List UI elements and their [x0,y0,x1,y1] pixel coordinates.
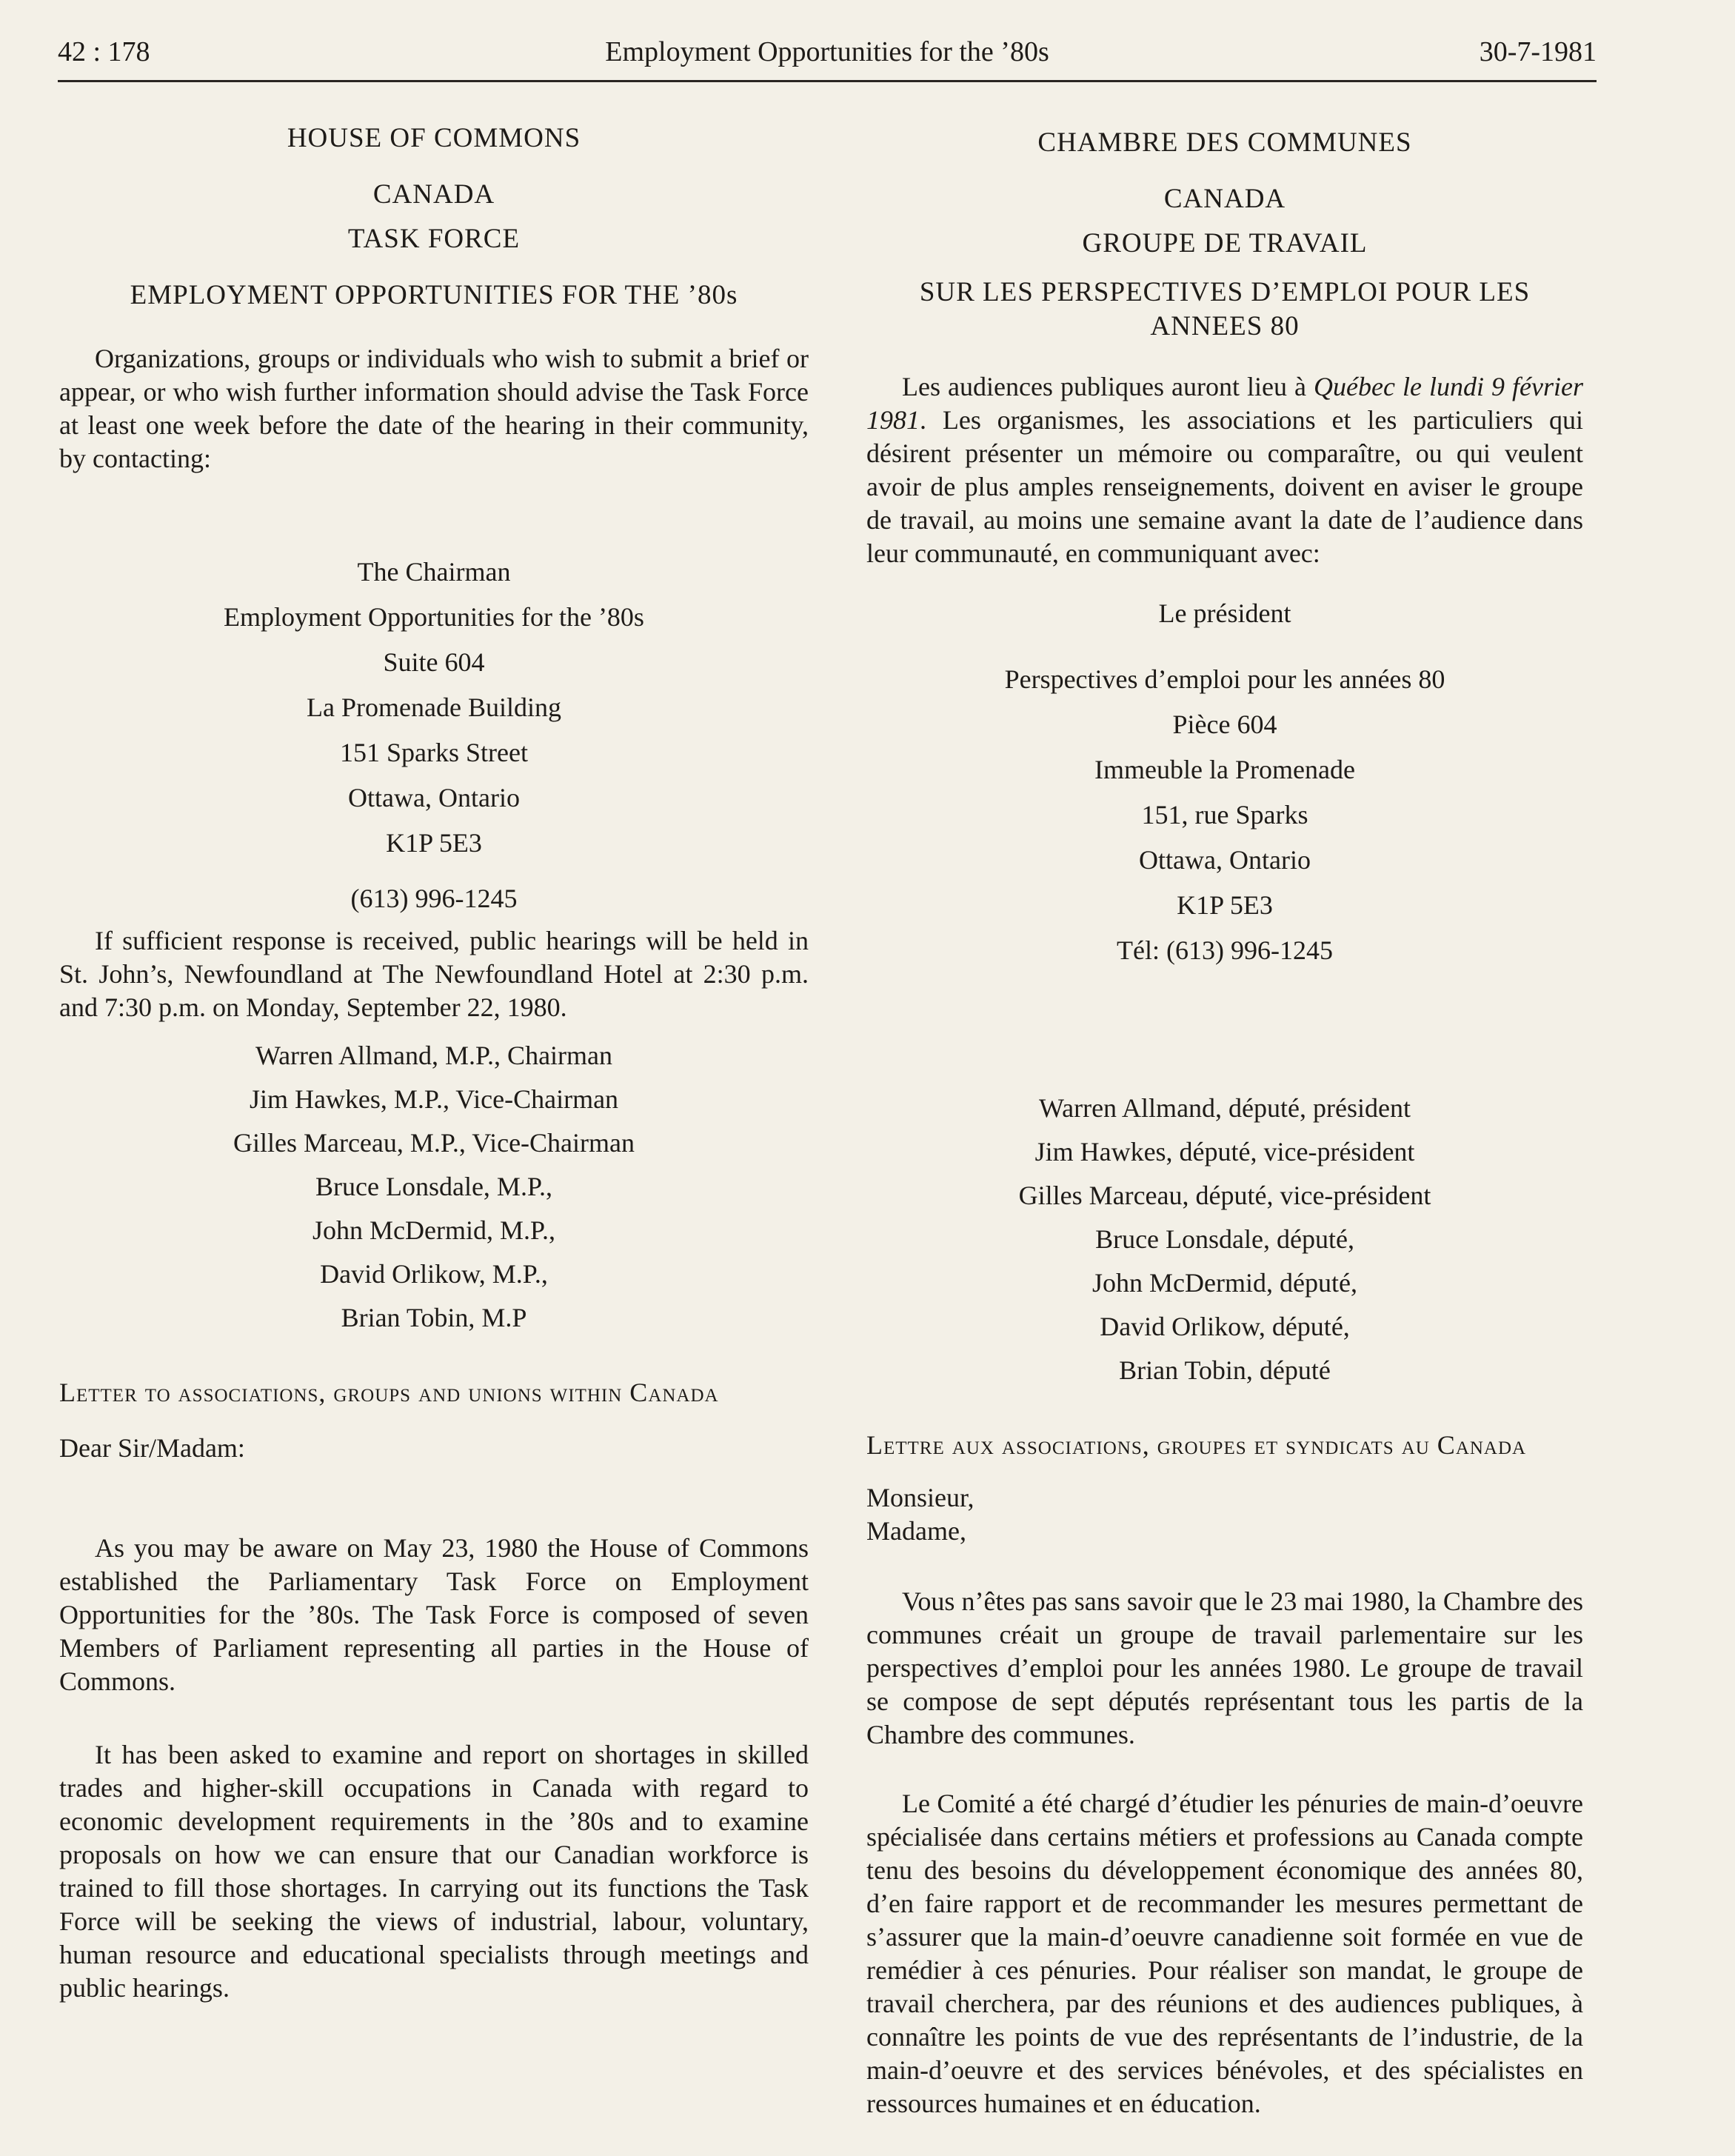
letter-title-fr: Lettre aux associations, groupes et syndicats au Canada [866,1430,1527,1460]
address-line: K1P 5E3 [386,828,482,858]
address-phone: (613) 996-1245 [350,884,518,913]
member-name: Bruce Lonsdale, M.P., [315,1172,552,1201]
member-name: David Orlikow, M.P., [320,1259,548,1289]
address-line: 151 Sparks Street [340,738,528,767]
contact-address [59,555,809,915]
heading-canada-fr: CANADA [1163,184,1286,214]
running-title: Employment Opportunities for the ’80s [605,36,1049,67]
address-line: 151, rue Sparks [1141,800,1308,830]
address-line: K1P 5E3 [1177,890,1273,920]
heading-chambre-des-communes: CHAMBRE DES COMMUNES [1037,127,1412,158]
intro-text-a: Les audiences publiques auront lieu à [902,372,1314,401]
heading-house-of-commons: HOUSE OF COMMONS [287,123,581,153]
salutation-line-1: Monsieur, [866,1483,975,1512]
salutation: Dear Sir/Madam: [59,1433,245,1463]
address-line: Pièce 604 [1172,710,1277,739]
letter-paragraph-1: As you may be aware on May 23, 1980 the House of Commons established the Parliamentary Task Force on Employment Opportunities for the ’80s. The Task Force is composed of seven Members of Parliament representing all parties in the House of Commons. [59,1533,809,1696]
page-number: 42 : 178 [58,36,150,67]
member-name: Gilles Marceau, M.P., Vice-Chairman [233,1128,635,1158]
english-column [59,111,809,2005]
member-name: Jim Hawkes, député, vice-président [1034,1137,1415,1167]
intro-paragraph: Organizations, groups or individuals who wish to submit a brief or appear, or who wish further information should advise the Task Force at least one week before the date of the hearing in their community, by contacting: [59,344,809,473]
letter-paragraph-2-fr: Le Comité a été chargé d’étudier les pénuries de main-d’oeuvre spécialisée dans certains métiers et professions au Canada compte tenu des besoins du développement économique des années 80, d’en faire rapport et de recommander les mesures permettant de s’assurer que la main-d’oeuvre canadienne soit formée en vue de remédier à ces pénuries. Pour réaliser son mandat, le groupe de travail cherchera, par des réunions et des audiences publiques, à connaître les points de vue des représentants de l’industrie, de la main-d’oeuvre et des services bénévoles, et des spécialistes en ressources humaines et en éducation. [866,1789,1583,2118]
member-name: Warren Allmand, député, président [1039,1093,1411,1123]
intro-paragraph-fr [866,370,1583,570]
member-list [59,1039,809,1335]
member-name: Jim Hawkes, M.P., Vice-Chairman [249,1084,619,1114]
member-name: Bruce Lonsdale, député, [1095,1224,1354,1254]
heading-groupe-de-travail: GROUPE DE TRAVAIL [1082,228,1368,258]
heading-task-force: TASK FORCE [347,224,521,254]
member-list-fr [866,1092,1583,1387]
intro-text-b: . Les organismes, les associations et les particuliers qui désirent présenter un mémoire ou comparaître, ou qui veulent avoir de plus amples renseignements, doivent en aviser le groupe de travail, au moins une semaine avant la date de l’audience dans leur communauté, en communiquant avec: [866,405,1583,568]
address-line: Ottawa, Ontario [1139,845,1311,875]
address-line: Perspectives d’emploi pour les années 80 [1004,664,1445,694]
letter-paragraph-1-fr: Vous n’êtes pas sans savoir que le 23 mai 1980, la Chambre des communes créait un groupe de travail parlementaire sur les perspectives d’emploi pour les années 1980. Le groupe de travail se compose de sept députés représentant tous les partis de la Chambre des communes. [866,1586,1583,1749]
address-phone: Tél: (613) 996-1245 [1117,935,1333,965]
letter-paragraph-2: It has been asked to examine and report on shortages in skilled trades and higher-skill occupations in Canada with regard to economic development requirements in the ’80s and to examine proposals on how we can ensure that our Canadian workforce is trained to fill those shortages. In carrying out its functions the Task Force will be seeking the views of industrial, labour, voluntary, human resource and educational specialists through meetings and public hearings. [59,1740,809,2003]
address-line: Ottawa, Ontario [348,783,520,812]
heading-groupe-name: SUR LES PERSPECTIVES D’EMPLOI POUR LES ANNEES 80 [919,277,1531,341]
member-name: Gilles Marceau, député, vice-président [1018,1181,1431,1210]
member-name: Warren Allmand, M.P., Chairman [255,1041,613,1070]
hearing-paragraph: If sufficient response is received, public hearings will be held in St. John’s, Newfoundland at The Newfoundland Hotel at 2:30 p.m. and 7:30 p.m. on Monday, September 22, 1980. [59,926,809,1022]
member-name: John McDermid, député, [1092,1268,1357,1298]
salutation-line-2: Madame, [866,1516,966,1546]
french-column [866,111,1583,2120]
contact-address-fr [866,597,1583,967]
hearing-place-date: Québec le lundi 9 février 1981 [866,372,1583,435]
heading-canada: CANADA [372,179,495,210]
heading-task-force-name: EMPLOYMENT OPPORTUNITIES FOR THE ’80s [130,280,738,310]
page-header [58,30,1597,82]
letter-title: Letter to associations, groups and unions within Canada [59,1378,719,1407]
address-line: La Promenade Building [307,692,561,722]
address-line: Immeuble la Promenade [1094,755,1355,784]
member-name: David Orlikow, député, [1100,1312,1350,1341]
member-name: John McDermid, M.P., [312,1215,555,1245]
address-line: Employment Opportunities for the ’80s [224,602,644,632]
page-date: 30-7-1981 [1479,36,1597,67]
address-line: Suite 604 [383,647,485,677]
address-line: Le président [1158,598,1291,628]
member-name: Brian Tobin, député [1119,1355,1331,1385]
member-name: Brian Tobin, M.P [341,1303,527,1332]
address-line: The Chairman [357,557,511,587]
